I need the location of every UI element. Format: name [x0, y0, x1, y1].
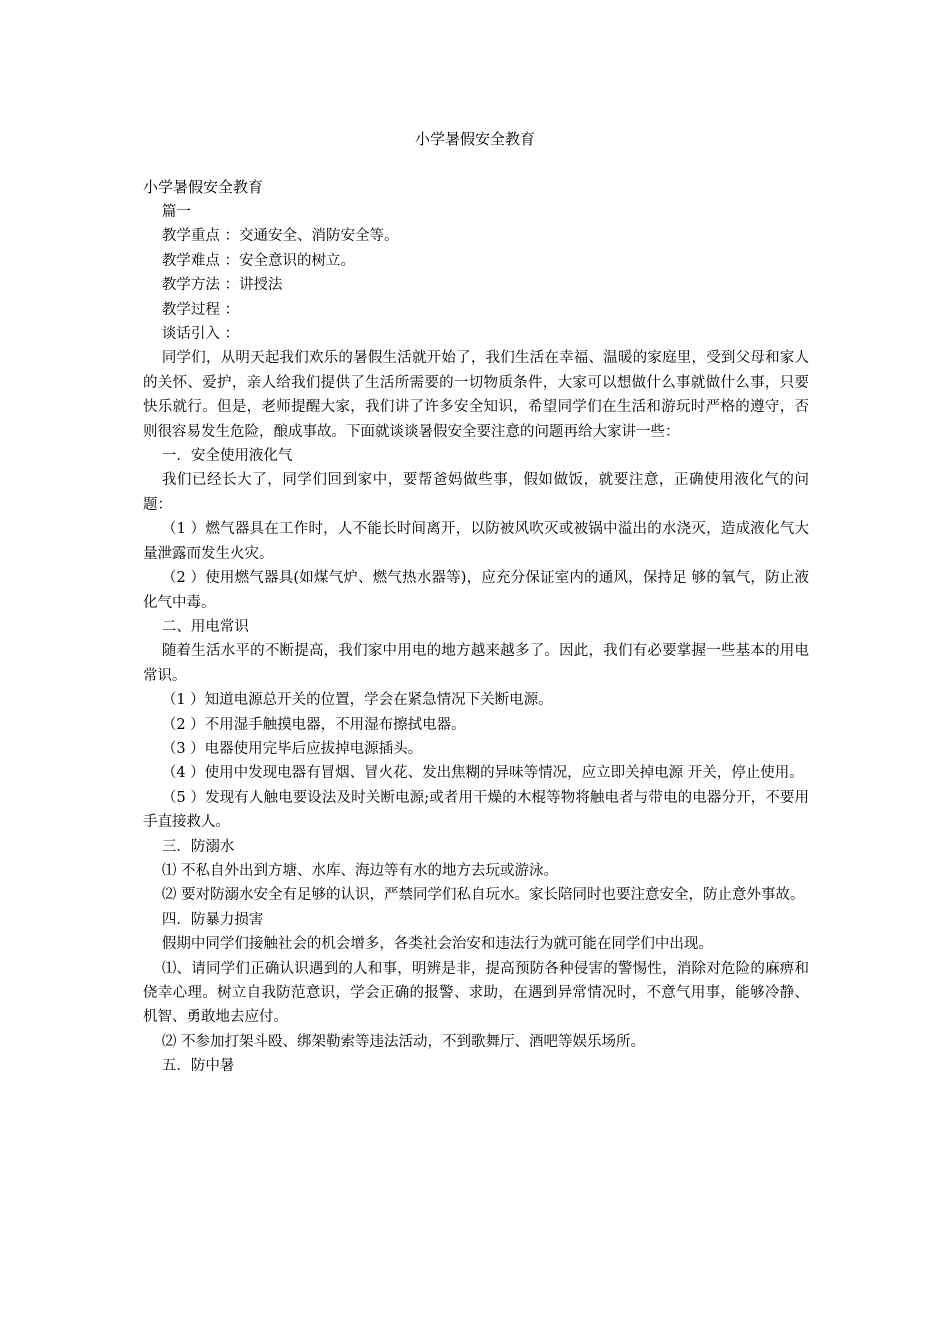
paragraph: 四．防暴力损害: [161, 911, 264, 928]
paragraph: 谈话引入 ：: [161, 326, 239, 343]
page-title: 小学暑假安全教育: [414, 130, 535, 148]
paragraph: 一．安全使用液化气: [161, 448, 293, 465]
paragraph: （2 ）使用燃气器具(如煤气炉、燃气热水器等)，应充分保证室内的通风，保持足 够的氧气，防止液化气中毒。: [143, 570, 809, 611]
paragraph-list: [143, 200, 809, 1079]
paragraph: ⑵ 要对防溺水安全有足够的认识，严禁同学们私自玩水。家长陪同时也要注意安全，防止意外事故。: [161, 887, 805, 904]
paragraph: 教学过程 ：: [161, 301, 239, 318]
paragraph: （5 ）发现有人触电要设法及时关断电源;或者用干燥的木棍等物将触电者与带电的电器分开，不要用手直接救人。: [143, 789, 809, 831]
paragraph: ⑴、请同学们正确认识遇到的人和事，明辨是非，提高预防各种侵害的警惕性，消除对危险的麻痹和侥幸心理。树立自我防范意识，学会正确的报警、求助，在遇到异常情况时，不意气用事，能够冷静、机智、勇敢地去应付。: [143, 960, 809, 1026]
paragraph: 篇一: [161, 204, 191, 220]
paragraph: 同学们，从明天起我们欢乐的暑假生活就开始了，我们生活在幸福、温暖的家庭里，受到父母和家人的关怀、爱护，亲人给我们提供了生活所需要的一切物质条件，大家可以想做什么事就做什么事，只要快乐就行。但是，老师提醒大家，我们讲了许多安全知识，希望同学们在生活和游玩时严格的遵守，否则很容易发生危险，酿成事故。下面就谈谈暑假安全要注意的问题再给大家讲一些：: [143, 350, 809, 440]
paragraph: （1 ）知道电源总开关的位置，学会在紧急情况下关断电源。: [161, 692, 553, 709]
paragraph: 教学重点 ：交通安全、消防安全等。: [161, 228, 399, 245]
paragraph: ⑴ 不私自外出到方塘、水库、海边等有水的地方去玩或游泳。: [161, 862, 558, 879]
paragraph: 教学方法 ：讲授法: [161, 277, 283, 294]
document-body: [143, 175, 809, 1079]
paragraph: ⑵ 不参加打架斗殴、绑架勒索等违法活动，不到歌舞厅、酒吧等娱乐场所。: [161, 1033, 645, 1050]
paragraph: （1 ）燃气器具在工作时，人不能长时间离开，以防被风吹灭或被锅中溢出的水浇灭，造成液化气大量泄露而发生火灾。: [143, 521, 809, 562]
paragraph: 五．防中暑: [161, 1058, 235, 1075]
paragraph: 二、用电常识: [161, 618, 249, 635]
paragraph: （3 ）电器使用完毕后应拔掉电源插头。: [161, 740, 423, 757]
paragraph: （4 ）使用中发现电器有冒烟、冒火花、发出焦糊的异味等情况，应立即关掉电源 开关，停止使用。: [161, 765, 804, 782]
paragraph: 随着生活水平的不断提高，我们家中用电的地方越来越多了。因此，我们有必要掌握一些基本的用电常识。: [143, 643, 809, 684]
paragraph: 我们已经长大了，同学们回到家中，要帮爸妈做些事，假如做饭，就要注意，正确使用液化气的问题：: [143, 472, 809, 513]
paragraph: （2 ）不用湿手触摸电器，不用湿布擦拭电器。: [161, 716, 466, 733]
paragraph: 教学难点 ：安全意识的树立。: [161, 252, 355, 269]
paragraph: 三．防溺水: [161, 838, 235, 855]
document-subtitle: 小学暑假安全教育: [143, 178, 264, 196]
paragraph: 假期中同学们接触社会的机会增多，各类社会治安和违法行为就可能在同学们中出现。: [161, 936, 713, 953]
